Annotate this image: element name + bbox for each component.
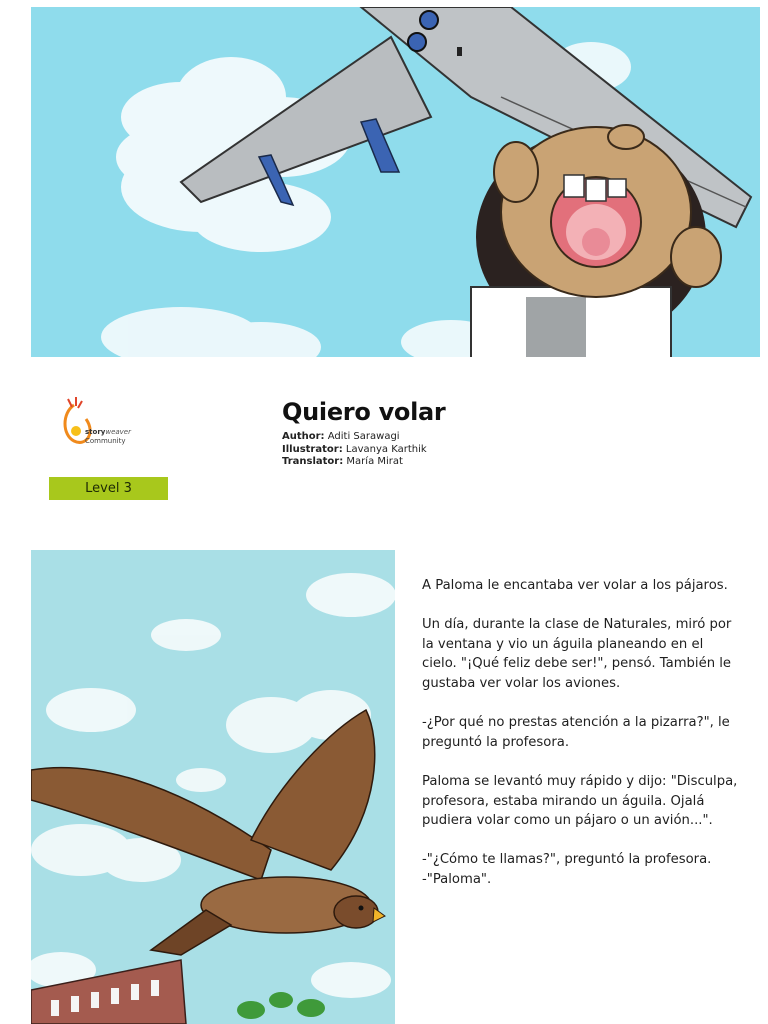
book-credits [282,431,427,469]
cover-illustration [31,7,760,357]
story-paragraph: Un día, durante la clase de Naturales, miró por la ventana y vio un águila planeando en el cielo. "¡Qué feliz debe ser!", pensó. También le gustaba ver volar los aviones. [422,617,732,691]
eagle-illustration [31,550,395,1024]
story-paragraph: -"¿Cómo te llamas?", preguntó la profesora. [422,852,712,868]
story-text [422,576,740,890]
author-line: Author: Aditi Sarawagi [282,431,400,442]
airplane-girl-illustration [31,7,760,357]
storyweaver-logo [56,395,148,457]
illustrator-line: Illustrator: Lavanya Karthik [282,443,427,455]
translator-line: Translator: María Mirat [282,456,403,467]
story-paragraph: A Paloma le encantaba ver volar a los pájaros. [422,578,728,593]
eagle-scene [31,550,395,1024]
logo-sub: Community [85,437,126,445]
level-badge: Level 3 [49,477,168,500]
story-paragraph: -"Paloma". [422,871,492,887]
story-paragraph: Paloma se levantó muy rápido y dijo: "Disculpa, profesora, estaba mirando un águila. Ojalá pudiera volar como un pájaro o un avión...". [422,773,738,829]
logo-brand: storyweaver [85,428,131,436]
logo-text [85,428,131,446]
story-paragraph: -¿Por qué no prestas atención a la pizarra?", le preguntó la profesora. [422,715,730,750]
book-title: Quiero volar [282,398,446,426]
